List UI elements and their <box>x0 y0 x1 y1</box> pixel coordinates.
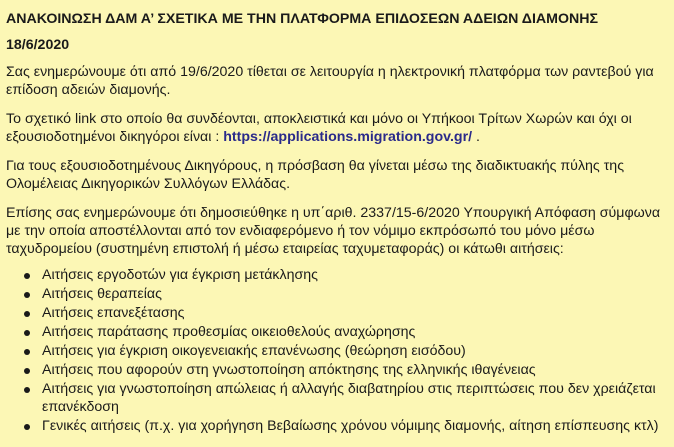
list-item <box>24 285 674 303</box>
list-item-text: Αιτήσεις για γνωστοποίηση απώλειας ή αλλαγής διαβατηρίου στις περιπτώσεις που δεν χρειάζεται επανέκδοση <box>42 381 656 415</box>
applications-link[interactable]: https://applications.migration.gov.gr/ <box>223 129 473 145</box>
bullet-icon <box>24 330 30 336</box>
list-item-text: Αιτήσεις για έγκριση οικογενειακής επανένωσης (θεώρηση εισόδου) <box>42 343 466 359</box>
bullet-icon <box>24 273 30 279</box>
list-item <box>24 361 674 379</box>
paragraph-lawyers-access: Για τους εξουσιοδοτημένους Δικηγόρους, η πρόσβαση θα γίνεται μέσω της διαδικτυακής πύλης της Ολομέλειας Δικηγορικών Συλλόγων Ελλάδας. <box>6 158 625 192</box>
list-item <box>24 342 674 360</box>
list-item <box>24 304 674 322</box>
paragraph-ministerial-decision: Επίσης σας ενημερώνουμε ότι δημοσιεύθηκε η υπ΄αριθ. 2337/15-6/2020 Υπουργική Απόφαση σύμφωνα με την οποία αποστέλλονται από τον ενδιαφερόμενο ή τον νόμιμο εκπρόσωπό του μόνο μέσω ταχυδρομείου (συστημένη επιστολή ή μέσω εταιρείας ταχυμεταφοράς) οι κάτωθι αιτήσεις: <box>6 205 661 257</box>
applications-list <box>6 266 674 435</box>
list-item-text: Αιτήσεις θεραπείας <box>42 286 162 302</box>
list-item <box>24 266 674 284</box>
paragraph-platform-launch: Σας ενημερώνουμε ότι από 19/6/2020 τίθεται σε λειτουργία η ηλεκτρονική πλατφόρμα των ραντεβού για επίδοση αδειών διαμονής. <box>6 64 654 98</box>
list-item-text: Αιτήσεις που αφορούν στη γνωστοποίηση απόκτησης της ελληνικής ιθαγένειας <box>42 362 536 378</box>
link-suffix-text: . <box>472 129 480 145</box>
announcement-date: 18/6/2020 <box>6 37 70 53</box>
list-item-text: Αιτήσεις εργοδοτών για έγκριση μετάκλησης <box>42 267 318 283</box>
list-item <box>24 380 674 416</box>
announcement-title: ΑΝΑΚΟΙΝΩΣΗ ΔΑΜ Α’ ΣΧΕΤΙΚΑ ΜΕ ΤΗΝ ΠΛΑΤΦΟΡΜΑ ΕΠΙΔΟΣΕΩΝ ΑΔΕΙΩΝ ΔΙΑΜΟΝΗΣ <box>6 11 598 27</box>
list-item <box>24 323 674 341</box>
list-item-text: Γενικές αιτήσεις (π.χ. για χορήγηση Βεβαίωσης χρόνου νόμιμης διαμονής, αίτηση επίσπευσης κτλ) <box>42 418 659 434</box>
bullet-icon <box>24 311 30 317</box>
bullet-icon <box>24 292 30 298</box>
list-item-text: Αιτήσεις παράτασης προθεσμίας οικειοθελούς αναχώρησης <box>42 324 416 340</box>
bullet-icon <box>24 368 30 374</box>
bullet-icon <box>24 424 30 430</box>
paragraph-link-info <box>6 110 674 146</box>
list-item <box>24 417 674 435</box>
link-intro-text: Το σχετικό link στο οποίο θα συνδέονται, αποκλειστικά και μόνο οι Υπήκοοι Τρίτων Χωρών και όχι οι εξουσιοδοτημένοι δικηγόροι είναι : <box>6 111 632 145</box>
bullet-icon <box>24 387 30 393</box>
list-item-text: Αιτήσεις επανεξέτασης <box>42 305 185 321</box>
bullet-icon <box>24 349 30 355</box>
